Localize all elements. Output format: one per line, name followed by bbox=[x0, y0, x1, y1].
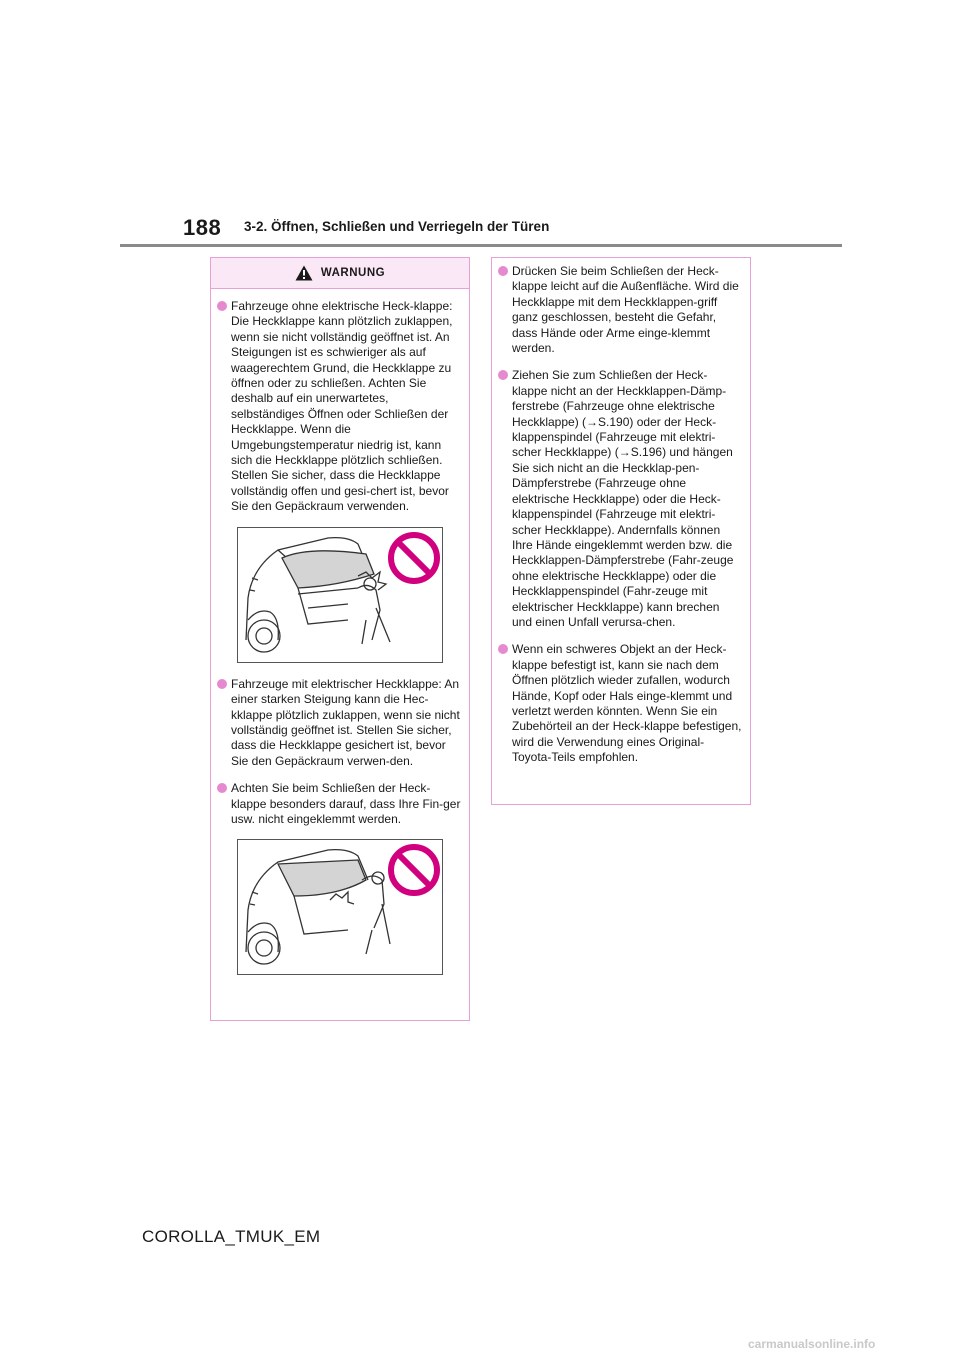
prohibited-icon bbox=[386, 530, 442, 586]
header-rule bbox=[120, 244, 842, 247]
bullet-icon bbox=[498, 266, 508, 276]
prohibited-icon bbox=[386, 842, 442, 898]
warning-item-text: Wenn ein schweres Objekt an der Heck-klappe befestigt ist, kann sie nach dem Öffnen plötzlich wieder zufallen, wodurch Hände, Kopf oder Hals einge-klemmt und verletzt werden könnten. Wenn Sie ein Zubehörteil an der Heck-klappe befestigen, wird die Verwendung eines Original-Toyota-Teils empfohlen. bbox=[512, 642, 742, 765]
warning-item-text: Achten Sie beim Schließen der Heck-klappe besonders darauf, dass Ihre Fin-ger usw. nicht eingeklemmt werden. bbox=[231, 781, 461, 826]
warning-title: WARNUNG bbox=[320, 267, 386, 279]
bullet-icon bbox=[217, 301, 227, 311]
warning-item bbox=[215, 677, 461, 769]
warning-box-right bbox=[491, 257, 751, 805]
bullet-icon bbox=[498, 370, 508, 380]
footer-model-code: COROLLA_TMUK_EM bbox=[142, 1227, 321, 1246]
watermark: carmanualsonline.info bbox=[748, 1337, 876, 1351]
warning-box-left bbox=[210, 257, 470, 1021]
warning-item-text: Ziehen Sie zum Schließen der Heck-klappe nicht an der Heckklappen-Dämp-ferstrebe (Fahrzeuge ohne elektrische Heckklappe) (→S.190) oder der Heck-klappenspindel (Fahrzeuge mit elektri-scher Heckklappe) (→S.196) und hängen Sie sich nicht an die Heckklap-pen-Dämpferstrebe (Fahrzeuge ohne elektrische Heckklappe) oder die Heck-klappenspindel (Fahrzeuge mit elektri-scher Heckklappe). Andernfalls können Ihre Hände eingeklemmt werden bzw. die Heckklappen-Dämpferstrebe (Fahr-zeuge ohne elektrische Heckklappe) oder die Heckklappenspindel (Fahr-zeuge mit elektrischer Heckklappe) kann brechen und einen Unfall verursa-chen. bbox=[512, 368, 734, 629]
warning-item bbox=[496, 264, 742, 356]
warning-item-text: Fahrzeuge ohne elektrische Heck-klappe: Die Heckklappe kann plötzlich zuklappen, wenn sie nicht vollständig geöffnet ist. An Steigungen ist es schwieriger als auf waagerechtem Grund, die Heckklappe zu öffnen oder zu schließen. Achten Sie deshalb auf ein unerwartetes, selbständiges Öffnen oder Schließen der Heckklappe. Wenn die Umgebungstemperatur niedrig ist, kann sich die Heckklappe plötzlich schließen. Stellen Sie sicher, dass die Heckklappe vollständig offen und gesi-chert ist, bevor Sie den Gepäckraum verwenden. bbox=[231, 299, 453, 514]
warning-item bbox=[215, 299, 461, 515]
warning-item-text: Fahrzeuge mit elektrischer Heckklappe: An einer starken Steigung kann die Hec-kklappe plötzlich zuklappen, wenn sie nicht vollständig geöffnet ist. Stellen Sie sicher, dass die Heckklappe gesichert ist, bevor Sie den Gepäckraum verwen-den. bbox=[231, 676, 460, 768]
page-number: 188 bbox=[183, 215, 222, 240]
illustration-tailgate-slope bbox=[237, 527, 443, 663]
warning-item-text: Drücken Sie beim Schließen der Heck-klappe leicht auf die Außenfläche. Wird die Heckklappe mit dem Heckklappen-griff ganz geschlossen, besteht die Gefahr, dass Hände oder Arme einge-klemmt werden. bbox=[512, 264, 739, 356]
warning-item bbox=[215, 781, 461, 827]
warning-triangle-icon bbox=[295, 265, 313, 281]
bullet-icon bbox=[498, 644, 508, 654]
illustration-tailgate-fingers bbox=[237, 839, 443, 975]
section-title: 3-2. Öffnen, Schließen und Verriegeln der Türen bbox=[244, 219, 550, 234]
warning-header bbox=[211, 258, 469, 289]
bullet-icon bbox=[217, 783, 227, 793]
warning-item bbox=[496, 368, 742, 630]
bullet-icon bbox=[217, 679, 227, 689]
warning-item bbox=[496, 642, 742, 765]
page-header bbox=[0, 0, 960, 250]
